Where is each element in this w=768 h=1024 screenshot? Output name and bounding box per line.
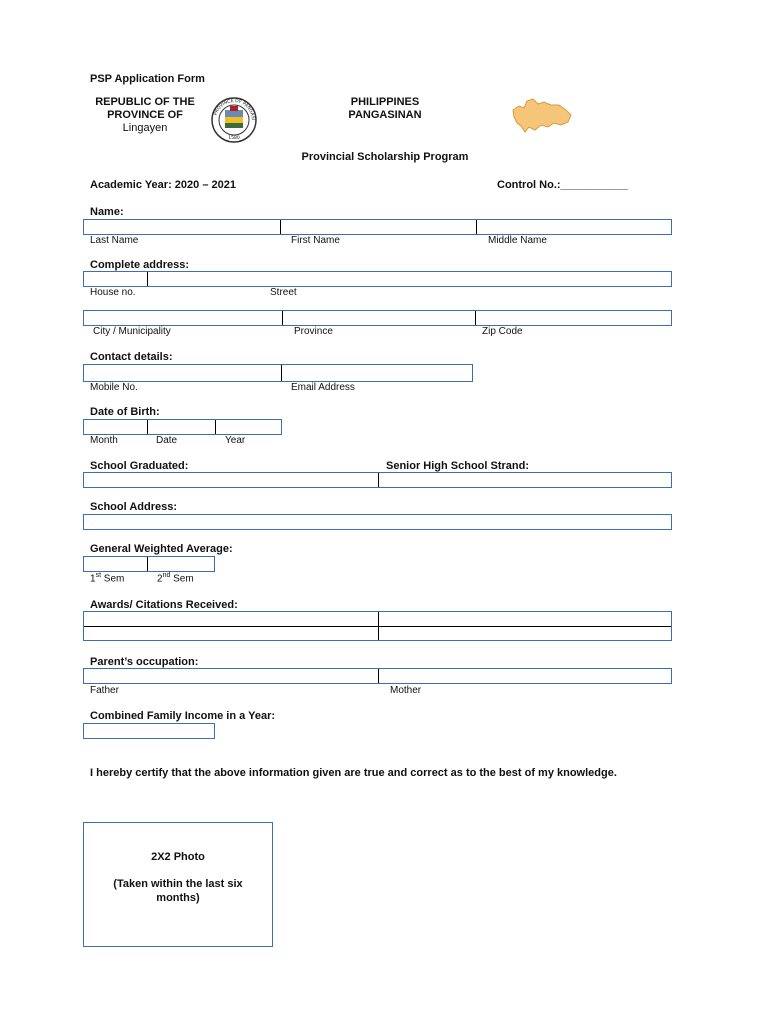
address-row-2 — [83, 310, 672, 326]
first-name-caption: First Name — [291, 235, 340, 246]
certification-text: I hereby certify that the above information given are true and correct as to the best of my knowledge. — [90, 767, 617, 779]
control-number-label: Control No.: — [497, 179, 561, 191]
house-no-caption: House no. — [90, 287, 136, 298]
control-number — [497, 179, 628, 191]
gwa-sem2-number: 2 — [157, 573, 163, 585]
form-title: PSP Application Form — [90, 73, 205, 85]
school-graduated-label: School Graduated: — [90, 460, 189, 472]
photo-box — [83, 822, 273, 947]
header-left-block — [90, 96, 200, 134]
gwa-sem1-suffix-sup: st — [95, 572, 102, 579]
school-address-label: School Address: — [90, 501, 177, 513]
school-row — [83, 472, 672, 488]
parents-occupation-label: Parent’s occupation: — [90, 656, 199, 668]
school-address-field[interactable] — [83, 514, 672, 530]
dob-date-caption: Date — [156, 435, 178, 446]
street-caption: Street — [270, 287, 297, 298]
gwa-sem2-field[interactable] — [147, 557, 214, 571]
program-title: Provincial Scholarship Program — [301, 151, 469, 163]
gwa-sem2-word: Sem — [170, 573, 194, 585]
last-name-field[interactable] — [84, 220, 281, 234]
header-right-line1: PHILIPPINES — [350, 96, 420, 108]
father-caption: Father — [90, 685, 119, 696]
gwa-sem1-caption — [90, 572, 124, 584]
gwa-sem1-field[interactable] — [84, 557, 148, 571]
family-income-label: Combined Family Income in a Year: — [90, 710, 276, 722]
gwa-sem1-word: Sem — [101, 573, 125, 585]
pangasinan-map-image — [511, 96, 573, 136]
awards-table — [83, 611, 672, 641]
dob-year-caption: Year — [225, 435, 246, 446]
gwa-sem2-suffix-sup: nd — [162, 572, 171, 579]
mother-caption: Mother — [390, 685, 422, 696]
city-caption: City / Municipality — [93, 326, 171, 337]
photo-line1: 2X2 Photo — [151, 851, 205, 863]
header-right-line2: PANGASINAN — [348, 109, 422, 121]
province-seal-logo — [206, 96, 262, 146]
house-no-field[interactable] — [84, 272, 148, 286]
zip-code-caption: Zip Code — [482, 326, 523, 337]
province-caption: Province — [294, 326, 333, 337]
family-income-field[interactable] — [83, 723, 215, 739]
dob-date-field[interactable] — [147, 420, 216, 434]
school-graduated-field[interactable] — [84, 473, 379, 487]
dob-month-field[interactable] — [84, 420, 148, 434]
middle-name-field[interactable] — [476, 220, 671, 234]
seal-year: 1580 — [228, 136, 240, 141]
province-field[interactable] — [282, 311, 476, 325]
academic-year: Academic Year: 2020 – 2021 — [90, 179, 236, 191]
awards-label: Awards/ Citations Received: — [90, 599, 238, 611]
gwa-row — [83, 556, 215, 572]
contact-label: Contact details: — [90, 351, 173, 363]
city-field[interactable] — [84, 311, 283, 325]
dob-year-field[interactable] — [215, 420, 281, 434]
mobile-no-field[interactable] — [84, 365, 282, 381]
dob-month-caption: Month — [90, 435, 118, 446]
dob-row — [83, 419, 282, 435]
name-input-row — [83, 219, 672, 235]
parents-row — [83, 668, 672, 684]
address-row-1 — [83, 271, 672, 287]
shs-strand-label: Senior High School Strand: — [386, 460, 530, 472]
contact-row — [83, 364, 473, 382]
map-icon — [511, 96, 573, 136]
address-label: Complete address: — [90, 259, 190, 271]
mother-occupation-field[interactable] — [378, 669, 671, 683]
photo-line2: (Taken within the last six months) — [113, 878, 243, 904]
shs-strand-field[interactable] — [378, 473, 671, 487]
gwa-label: General Weighted Average: — [90, 543, 233, 555]
header-right-block — [335, 96, 435, 121]
seal-icon — [206, 96, 262, 146]
awards-right-column[interactable] — [378, 612, 671, 640]
dob-label: Date of Birth: — [90, 406, 160, 418]
control-number-blank: ___________ — [560, 179, 628, 191]
middle-name-caption: Middle Name — [488, 235, 547, 246]
street-field[interactable] — [147, 272, 671, 286]
mobile-no-caption: Mobile No. — [90, 382, 138, 393]
header-left-line1: REPUBLIC OF THE — [95, 96, 195, 108]
gwa-sem2-caption — [157, 572, 194, 584]
father-occupation-field[interactable] — [84, 669, 379, 683]
first-name-field[interactable] — [280, 220, 477, 234]
header-left-line3: Lingayen — [122, 122, 168, 134]
seal-text: PROVINCE OF PANGASI — [213, 98, 256, 121]
awards-left-column[interactable] — [84, 612, 379, 640]
header-left-line2: PROVINCE OF — [107, 109, 183, 121]
last-name-caption: Last Name — [90, 235, 139, 246]
name-label: Name: — [90, 206, 124, 218]
gwa-sem1-number: 1 — [90, 573, 96, 585]
email-field[interactable] — [281, 365, 472, 381]
email-caption: Email Address — [291, 382, 355, 393]
zip-code-field[interactable] — [475, 311, 671, 325]
